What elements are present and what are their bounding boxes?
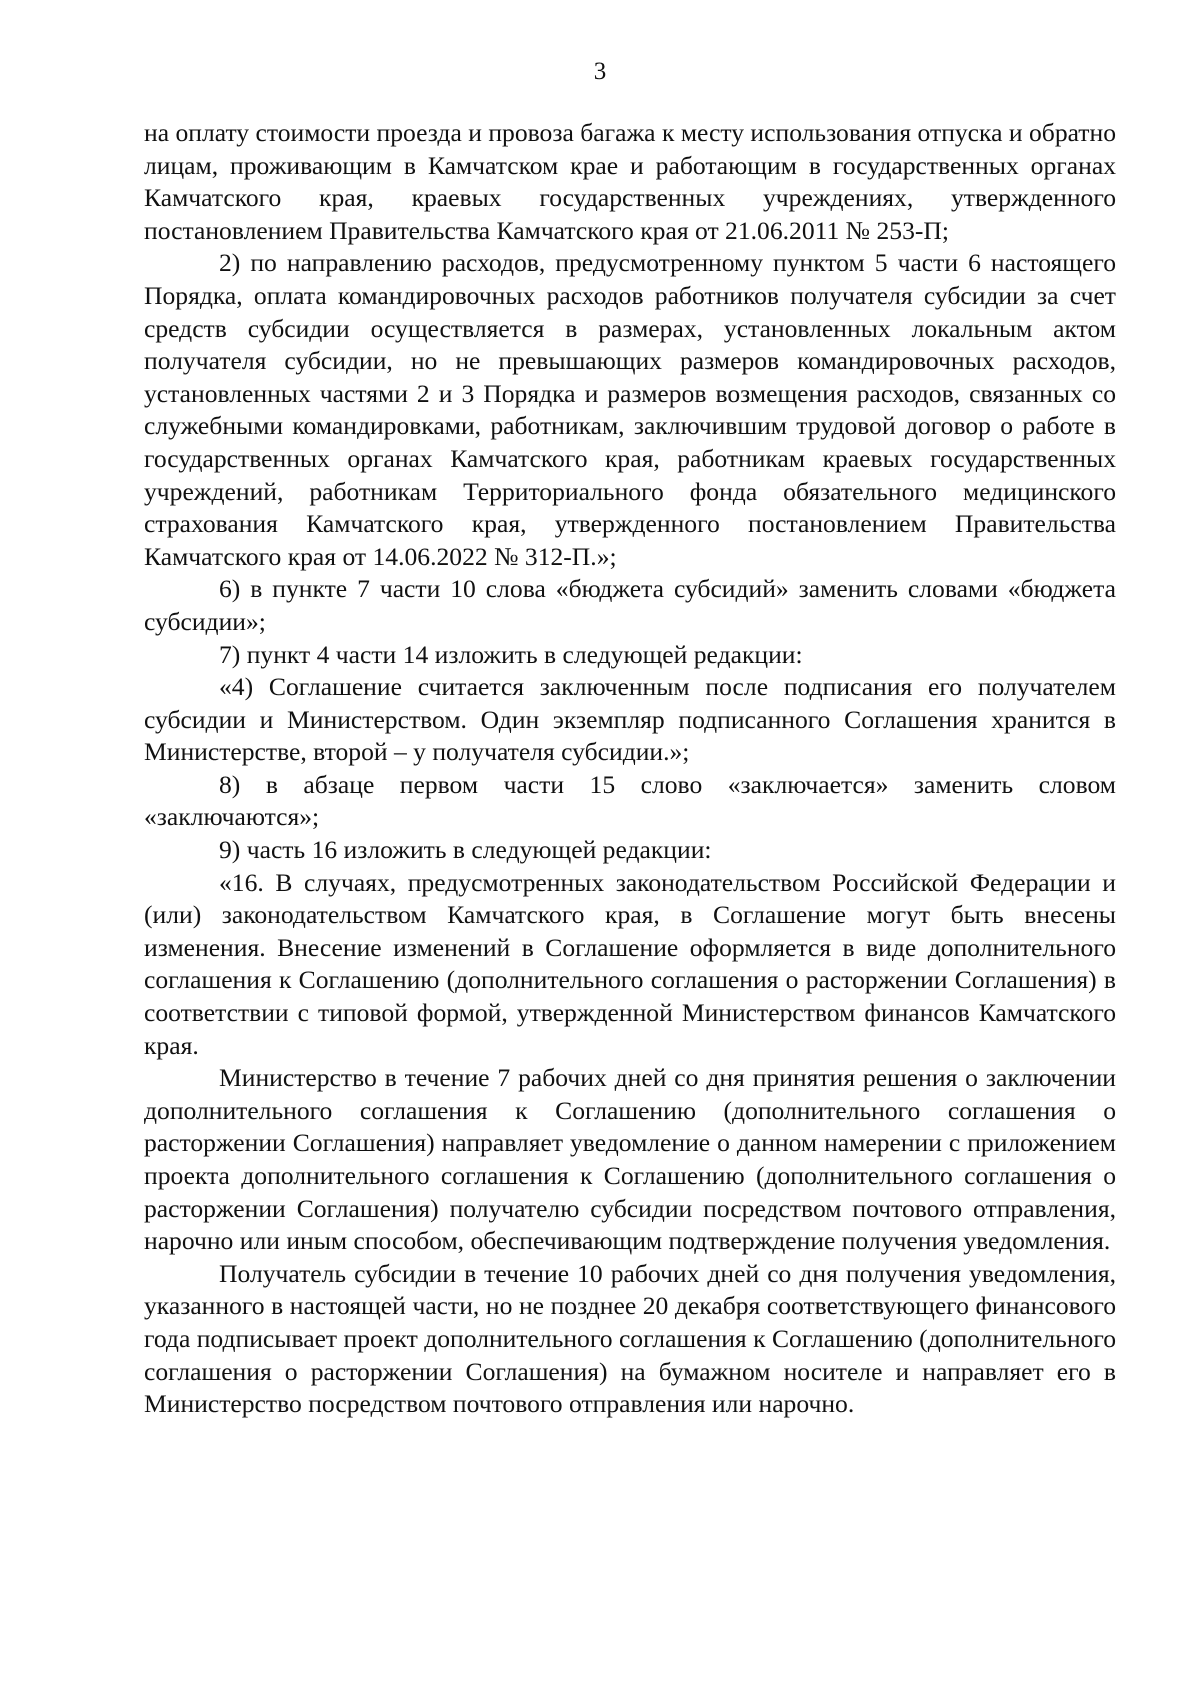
paragraph-recipient-signing: Получатель субсидии в течение 10 рабочих дней со дня получения уведомления, указанного в настоящей части, но не позднее 20 декабря соответствующего финансового года подписывает проект дополнительного соглашения к Соглашению (дополнительного соглашения о расторжении Соглашения) на бумажном носителе и направляет его в Министерство посредством почтового отправления или нарочно.: [144, 1258, 1116, 1419]
paragraph-quote-4: «4) Соглашение считается заключенным после подписания его получателем субсидии и Министерством. Один экземпляр подписанного Соглашения хранится в Министерстве, второй – у получателя субсидии.»;: [144, 672, 1116, 767]
paragraph-item-7: 7) пункт 4 части 14 изложить в следующей редакции:: [219, 639, 803, 669]
paragraph-item-8: 8) в абзаце первом части 15 слово «заключается» заменить словом «заключаются»;: [144, 769, 1116, 832]
page-number: 3: [593, 58, 607, 85]
document-body: [144, 117, 1116, 1421]
paragraph-item-9: 9) часть 16 изложить в следующей редакции:: [219, 835, 712, 865]
paragraph-continuation: на оплату стоимости проезда и провоза багажа к месту использования отпуска и обратно лицам, проживающим в Камчатском крае и работающим в государственных органах Камчатского края, краевых государственных учреждениях, утвержденного постановлением Правительства Камчатского края от 21.06.2011 № 253-П;: [144, 118, 1116, 245]
paragraph-item-2: 2) по направлению расходов, предусмотренному пунктом 5 части 6 настоящего Порядка, оплата командировочных расходов работников получателя субсидии за счет средств субсидии осуществляется в размерах, установленных локальным актом получателя субсидии, но не превышающих размеров командировочных расходов, установленных частями 2 и 3 Порядка и размеров возмещения расходов, связанных со служебными командировками, работникам, заключившим трудовой договор о работе в государственных органах Камчатского края, работникам краевых государственных учреждений, работникам Территориального фонда обязательного медицинского страхования Камчатского края, утвержденного постановлением Правительства Камчатского края от 14.06.2022 № 312-П.»;: [144, 248, 1116, 571]
paragraph-quote-16: «16. В случаях, предусмотренных законодательством Российской Федерации и (или) законодательством Камчатского края, в Соглашение могут быть внесены изменения. Внесение изменений в Соглашение оформляется в виде дополнительного соглашения к Соглашению (дополнительного соглашения о расторжении Соглашения) в соответствии с типовой формой, утвержденной Министерством финансов Камчатского края.: [144, 867, 1116, 1060]
paragraph-item-6: 6) в пункте 7 части 10 слова «бюджета субсидий» заменить словами «бюджета субсидии»;: [144, 574, 1116, 636]
paragraph-ministry-notice: Министерство в течение 7 рабочих дней со дня принятия решения о заключении дополнительного соглашения к Соглашению (дополнительного соглашения о расторжении Соглашения) направляет уведомление о данном намерении с приложением проекта дополнительного соглашения к Соглашению (дополнительного соглашения о расторжении Соглашения) получателю субсидии посредством почтового отправления, нарочно или иным способом, обеспечивающим подтверждение получения уведомления.: [144, 1063, 1116, 1256]
